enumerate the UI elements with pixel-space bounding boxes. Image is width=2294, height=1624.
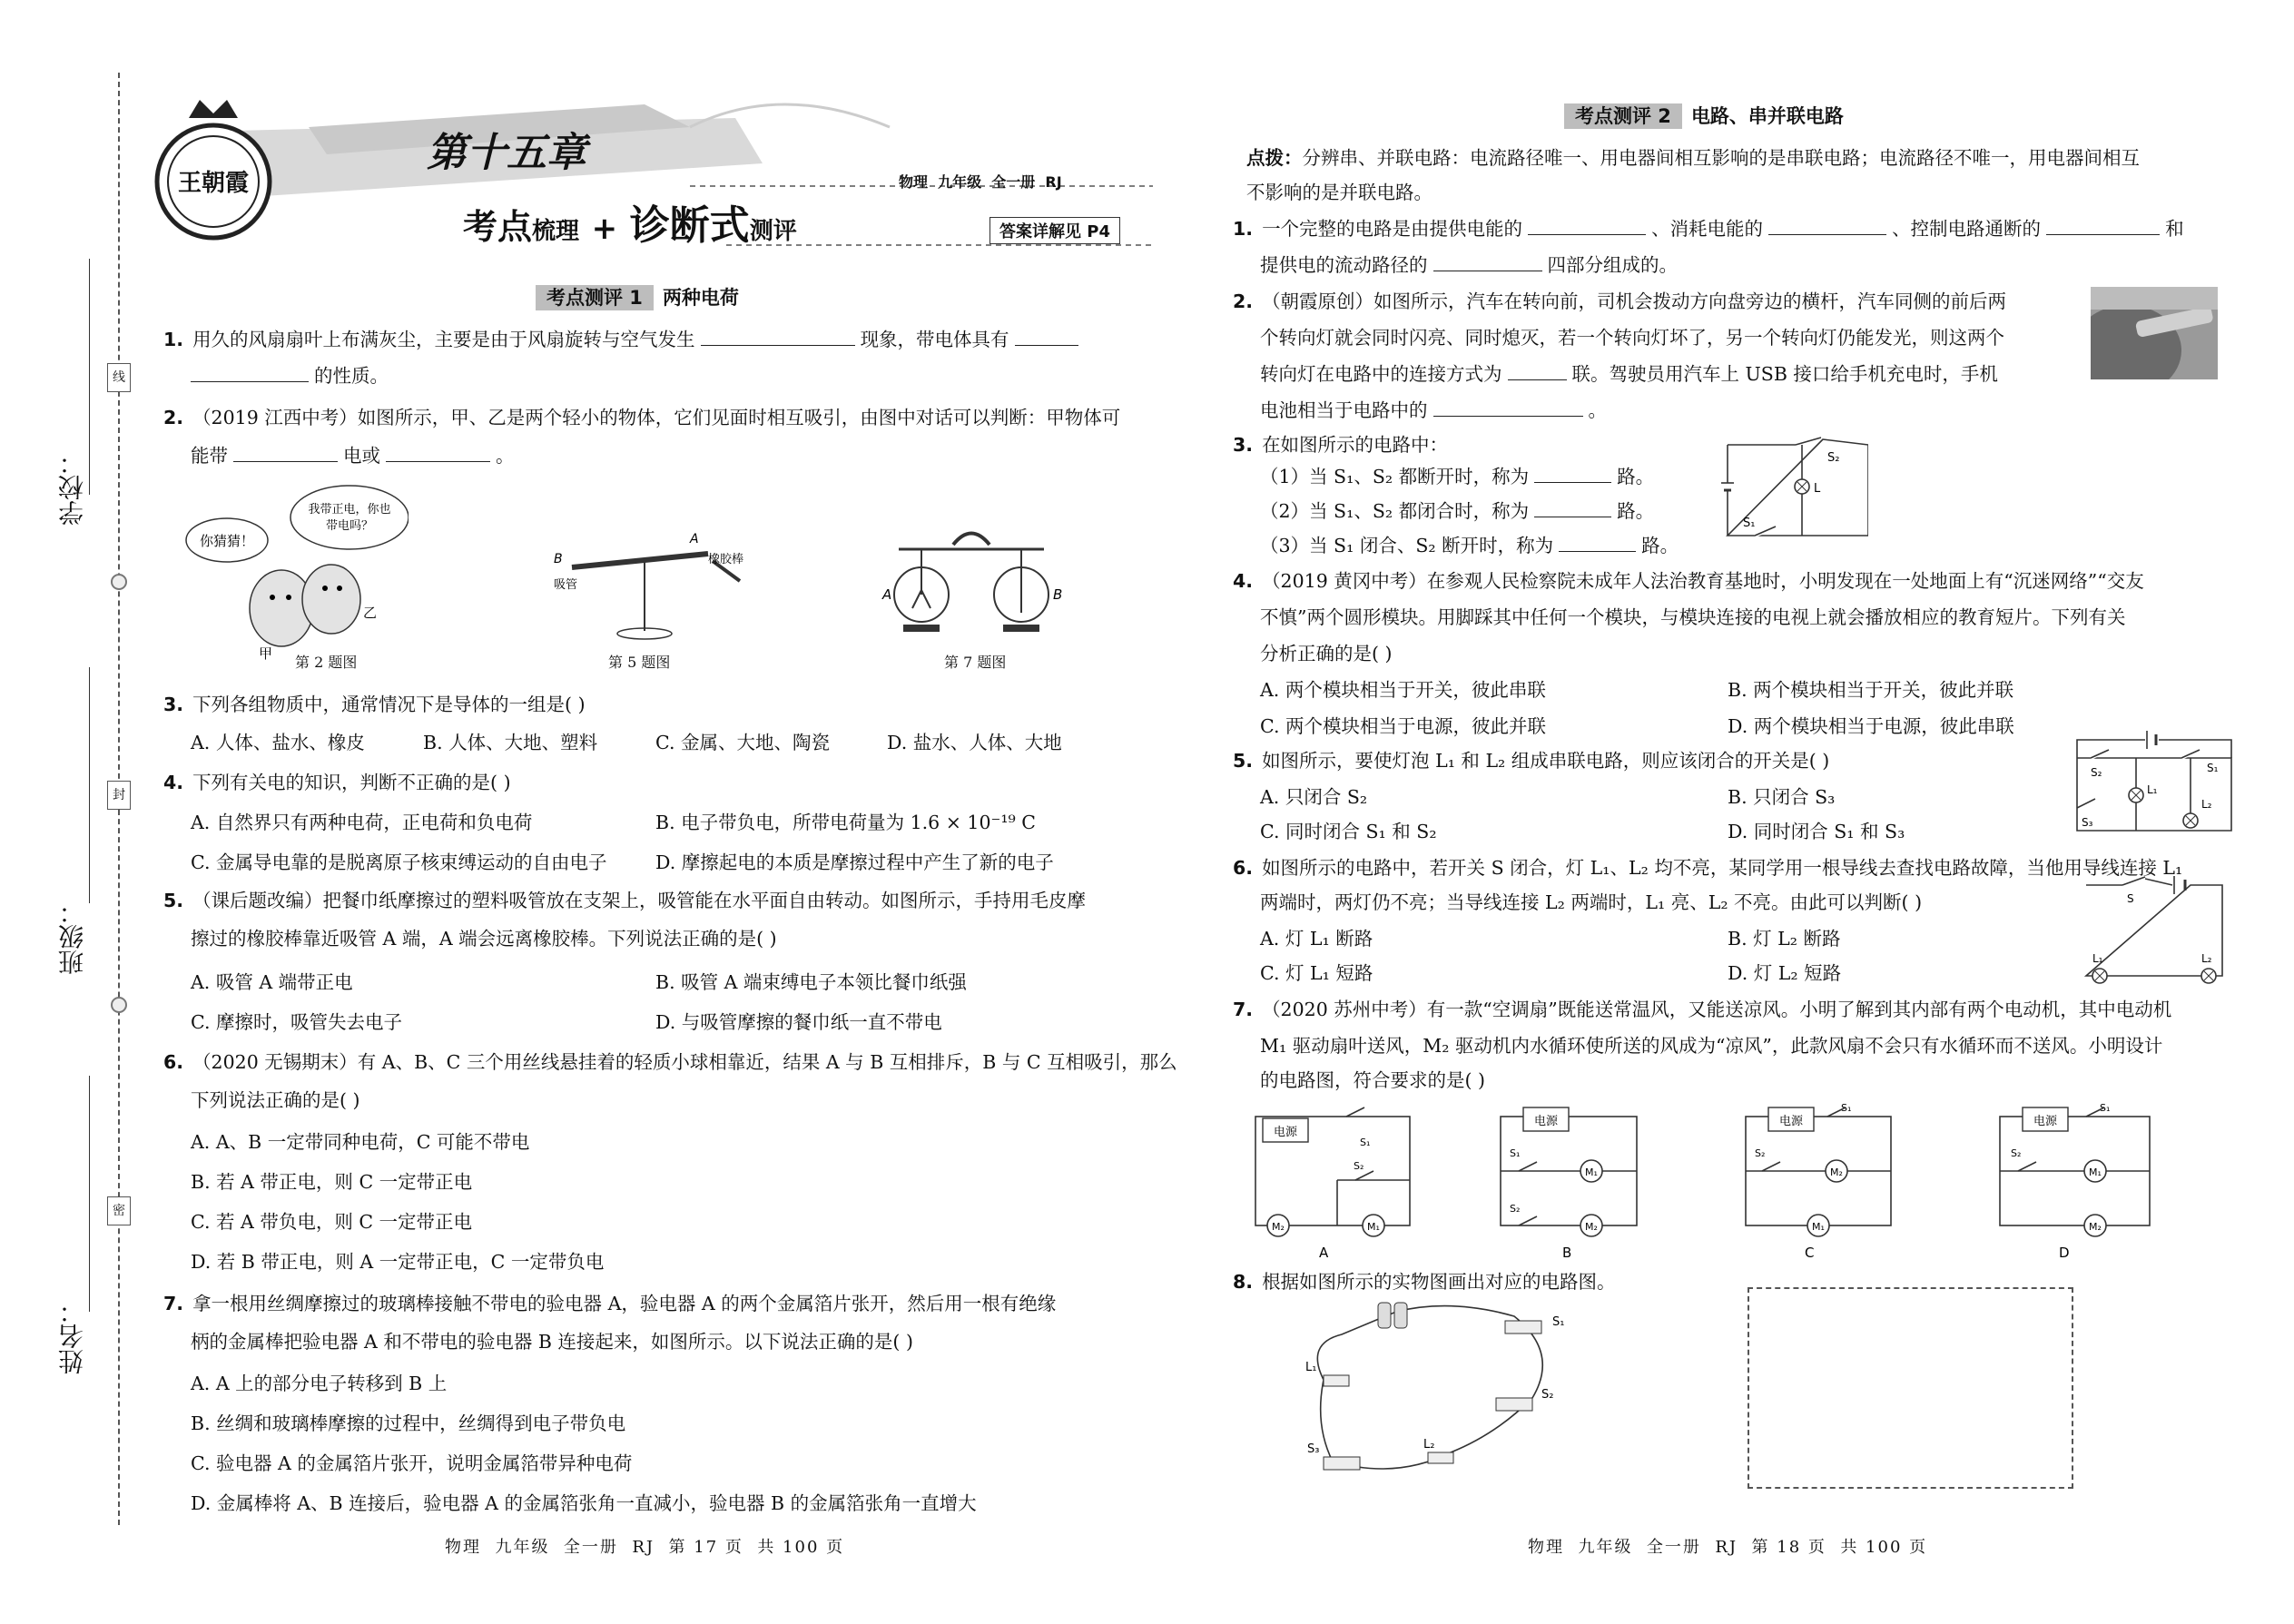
- r-question-6: 6. 如图所示的电路中，若开关 S 闭合，灯 L₁、L₂ 均不亮，某同学用一根导线去查找电路故障，当他用导线连接 L₁: [1233, 857, 2183, 879]
- r-q5-option-a[interactable]: A. 只闭合 S₂: [1260, 786, 1368, 808]
- svg-text:L₁: L₁: [2092, 952, 2103, 965]
- svg-text:M₂: M₂: [1585, 1221, 1598, 1233]
- r-q6-option-d[interactable]: D. 灯 L₂ 短路: [1728, 962, 1842, 984]
- q6-option-d[interactable]: D. 若 B 带正电，则 A 一定带正电，C 一定带负电: [191, 1251, 605, 1273]
- class-field-line[interactable]: [89, 667, 90, 903]
- svg-text:A: A: [690, 532, 699, 546]
- svg-text:橡胶棒: 橡胶棒: [708, 553, 744, 566]
- figure-q2-cartoon: [182, 481, 409, 663]
- svg-text:S₂: S₂: [1827, 451, 1840, 465]
- bulb-icon: [1428, 1452, 1453, 1463]
- q5-option-b[interactable]: B. 吸管 A 端束缚电子本领比餐巾纸强: [655, 971, 967, 993]
- name-label: 姓名：: [57, 1298, 87, 1374]
- q5-option-d[interactable]: D. 与吸管摩擦的餐巾纸一直不带电: [655, 1011, 942, 1033]
- circuit-option-c: [1746, 1102, 1891, 1261]
- r-q3-sub-1: （1）当 S₁、S₂ 都断开时，称为 路。: [1260, 458, 1654, 495]
- svg-text:B: B: [554, 552, 563, 566]
- answer-blank[interactable]: [386, 441, 490, 462]
- question-1: 1. 用久的风扇扇叶上布满灰尘，主要是由于风扇旋转与空气发生 现象，带电体具有: [163, 321, 1084, 358]
- r-q6-option-c[interactable]: C. 灯 L₁ 短路: [1260, 962, 1373, 984]
- heading-part-a: 考点: [463, 207, 533, 247]
- page-footer-left: 物理 九年级 全一册 RJ 第 17 页 共 100 页: [445, 1538, 845, 1557]
- section-tag: 考点测评 1: [536, 285, 654, 310]
- r-question-4-l3: 分析正确的是( ): [1260, 643, 1393, 664]
- svg-text:A: A: [882, 586, 892, 603]
- svg-text:S₂: S₂: [1755, 1147, 1766, 1159]
- question-6: 6. （2020 无锡期末）有 A、B、C 三个用丝线悬挂着的轻质小球相靠近，结果 A 与 B 互相排斥，B 与 C 互相吸引，那么: [163, 1051, 1177, 1073]
- battery-icon: [1378, 1303, 1391, 1328]
- r-q3-sub-2: （2）当 S₁、S₂ 都闭合时，称为 路。: [1260, 493, 1654, 529]
- school-label: 学校：: [57, 449, 87, 526]
- car-turn-signal-photo: [2091, 287, 2218, 379]
- straw-shape: [572, 554, 708, 567]
- question-6-cont: 下列说法正确的是( ): [191, 1089, 360, 1111]
- figure-q7-electroscope: [881, 517, 1062, 649]
- q6-option-b[interactable]: B. 若 A 带正电，则 C 一定带正电: [191, 1171, 473, 1193]
- svg-text:带电吗？: 带电吗？: [325, 519, 374, 533]
- r-q5-option-b[interactable]: B. 只闭合 S₃: [1728, 786, 1836, 808]
- potato-yi-icon: [302, 565, 360, 634]
- question-3: 3. 下列各组物质中，通常情况下是导体的一组是( ): [163, 694, 586, 715]
- q3-option-a[interactable]: A. 人体、盐水、橡皮: [191, 732, 365, 753]
- caption-fig2: 第 2 题图: [295, 654, 358, 671]
- figure-q5-straw: [545, 527, 753, 645]
- svg-text:L₁: L₁: [1305, 1361, 1317, 1374]
- section-title-1: [536, 283, 739, 310]
- binding-hole-icon: [111, 997, 127, 1013]
- svg-text:M₁: M₁: [1367, 1221, 1380, 1233]
- r-question-2-l2: 个转向灯就会同时闪亮、同时熄灭，若一个转向灯坏了，另一个转向灯仍能发光，则这两个: [1260, 327, 2004, 349]
- r-q4-option-c[interactable]: C. 两个模块相当于电源，彼此并联: [1260, 715, 1546, 737]
- answer-blank[interactable]: [1528, 214, 1646, 235]
- binding-tab-line: 线: [107, 363, 131, 392]
- svg-text:M₁: M₁: [2089, 1166, 2102, 1178]
- question-2: 2. （2019 江西中考）如图所示，甲、乙是两个轻小的物体，它们见面时相互吸引，由图中对话可以判断：甲物体可: [163, 407, 1121, 428]
- r-question-2: 2. （朝霞原创）如图所示，汽车在转向前，司机会拨动方向盘旁边的横杆，汽车同侧的前后两: [1233, 290, 2007, 312]
- svg-text:S₁: S₁: [2100, 1102, 2111, 1114]
- r-question-8: 8. 根据如图所示的实物图画出对应的电路图。: [1233, 1271, 1616, 1293]
- book-meta: 物理 九年级 全一册 RJ: [899, 173, 1062, 191]
- q3-option-b[interactable]: B. 人体、大地、塑料: [423, 732, 598, 753]
- binding-tab-seal: 封: [107, 781, 131, 810]
- svg-text:A: A: [1319, 1245, 1329, 1261]
- svg-text:电源: 电源: [2033, 1115, 2058, 1128]
- answer-blank[interactable]: [1534, 497, 1611, 517]
- answer-blank[interactable]: [2046, 214, 2160, 235]
- chapter-title: 第十五章: [427, 130, 586, 176]
- answer-blank[interactable]: [1433, 396, 1583, 417]
- heading-part-b: 梳理: [532, 218, 580, 245]
- q7-option-d[interactable]: D. 金属棒将 A、B 连接后，验电器 A 的金属箔张角一直减小，验电器 B 的金属箔张角一直增大: [191, 1492, 977, 1514]
- circuit-q6: [2072, 871, 2236, 985]
- caption-fig5: 第 5 题图: [608, 654, 671, 671]
- svg-text:S₂: S₂: [2011, 1147, 2022, 1159]
- section-name: 电路、串并联电路: [1690, 105, 1844, 127]
- svg-text:M₁: M₁: [1585, 1166, 1598, 1178]
- question-2-cont: 能带 电或 。: [191, 438, 515, 474]
- r-question-7-l3: 的电路图，符合要求的是( ): [1260, 1069, 1486, 1091]
- q3-option-c[interactable]: C. 金属、大地、陶瓷: [655, 732, 830, 753]
- svg-text:L: L: [1814, 482, 1821, 496]
- svg-text:B: B: [1562, 1245, 1572, 1261]
- question-5: 5. （课后题改编）把餐巾纸摩擦过的塑料吸管放在支架上，吸管能在水平面自由转动。如图所示，手持用毛皮摩: [163, 890, 1087, 911]
- class-label: 班级：: [57, 899, 87, 975]
- question-4: 4. 下列有关电的知识，判断不正确的是( ): [163, 772, 511, 793]
- svg-text:乙: 乙: [363, 605, 378, 621]
- r-question-7: 7. （2020 苏州中考）有一款“空调扇”既能送常温风，又能送凉风。小明了解到其内部有两个电动机，其中电动机: [1233, 999, 2172, 1020]
- switch-icon: [1505, 1321, 1541, 1334]
- drawing-answer-box[interactable]: [1748, 1287, 2073, 1489]
- heading-plus: +: [591, 211, 618, 247]
- binding-tab-secret: 密: [107, 1196, 131, 1225]
- r-question-4: 4. （2019 黄冈中考）在参观人民检察院未成年人法治教育基地时，小明发现在一处地面上有“沉迷网络”“交友: [1233, 570, 2144, 592]
- page-footer-right: 物理 九年级 全一册 RJ 第 18 页 共 100 页: [1528, 1538, 1928, 1557]
- svg-text:你猜猜！: 你猜猜！: [199, 533, 255, 549]
- svg-text:S₂: S₂: [1541, 1388, 1554, 1402]
- r-question-1: 1. 一个完整的电路是由提供电能的 、消耗电能的 、控制电路通断的 和: [1233, 211, 2184, 247]
- right-page: [1147, 0, 2294, 1624]
- r-q4-option-a[interactable]: A. 两个模块相当于开关，彼此串联: [1260, 679, 1546, 701]
- circuit-option-a: [1255, 1107, 1410, 1261]
- q7-option-c[interactable]: C. 验电器 A 的金属箔片张开，说明金属箔带异种电荷: [191, 1452, 633, 1474]
- svg-text:L₂: L₂: [2201, 952, 2212, 965]
- svg-text:S₂: S₂: [1510, 1203, 1521, 1215]
- switch-icon: [1324, 1457, 1360, 1470]
- r-question-3: 3. 在如图所示的电路中：: [1233, 434, 1449, 456]
- answer-blank[interactable]: [1015, 325, 1078, 346]
- svg-text:S₂: S₂: [2091, 766, 2102, 779]
- heading-part-d: 测评: [749, 218, 797, 245]
- name-field-line[interactable]: [89, 1076, 90, 1312]
- bubble2-text: 我带正电，你也: [308, 503, 391, 517]
- speech-bubble-2: [290, 486, 409, 549]
- circuit-option-d: [2000, 1102, 2150, 1261]
- svg-text:S₃: S₃: [2082, 816, 2093, 829]
- battery-icon: [1394, 1303, 1407, 1328]
- q6-option-c[interactable]: C. 若 A 带负电，则 C 一定带正电: [191, 1211, 473, 1233]
- svg-text:L₂: L₂: [1423, 1438, 1435, 1452]
- r-q6-option-a[interactable]: A. 灯 L₁ 断路: [1260, 928, 1373, 950]
- question-7-cont: 柄的金属棒把验电器 A 和不带电的验电器 B 连接起来，如图所示。以下说法正确的是( ): [191, 1331, 913, 1353]
- r-q5-option-c[interactable]: C. 同时闭合 S₁ 和 S₂: [1260, 821, 1437, 842]
- svg-text:S₁: S₁: [2207, 762, 2219, 774]
- svg-text:C: C: [1805, 1245, 1815, 1261]
- svg-text:S₁: S₁: [1841, 1102, 1852, 1114]
- school-field-line[interactable]: [89, 259, 90, 495]
- r-question-7-l2: M₁ 驱动扇叶送风，M₂ 驱动机内水循环使所送的风成为“凉风”，此款风扇不会只有水循环而不送风。小明设计: [1260, 1035, 2163, 1057]
- tip-line-1: 点拨：分辨串、并联电路：电流路径唯一、用电器间相互影响的是串联电路；电流路径不唯一，用电器间相互: [1246, 147, 2140, 169]
- answer-blank[interactable]: [1508, 359, 1567, 380]
- section-heading: [463, 192, 797, 251]
- r-question-1-cont: 提供电的流动路径的 四部分组成的。: [1260, 247, 1678, 283]
- q4-option-c[interactable]: C. 金属导电靠的是脱离原子核束缚运动的自由电子: [191, 851, 607, 873]
- question-7: 7. 拿一根用丝绸摩擦过的玻璃棒接触不带电的验电器 A，验电器 A 的两个金属箔片张开，然后用一根有绝缘: [163, 1293, 1057, 1314]
- svg-text:甲: 甲: [259, 645, 273, 662]
- q5-option-a[interactable]: A. 吸管 A 端带正电: [191, 971, 353, 993]
- svg-text:电源: 电源: [1273, 1126, 1298, 1139]
- svg-text:S₂: S₂: [1354, 1160, 1364, 1172]
- svg-text:L₂: L₂: [2201, 798, 2212, 811]
- r-q4-option-b[interactable]: B. 两个模块相当于开关，彼此并联: [1728, 679, 2014, 701]
- answer-blank[interactable]: [1559, 531, 1636, 552]
- answer-blank[interactable]: [1768, 214, 1886, 235]
- r-question-2-l4: 电池相当于电路中的 。: [1260, 392, 1607, 428]
- heading-part-c: 诊断式: [629, 202, 750, 249]
- answer-blank[interactable]: [191, 361, 309, 382]
- r-question-2-l3: 转向灯在电路中的连接方式为 联。驾驶员用汽车上 USB 接口给手机充电时，手机: [1260, 356, 1998, 392]
- question-1-cont: 的性质。: [191, 358, 389, 394]
- q3-option-d[interactable]: D. 盐水、人体、大地: [887, 732, 1062, 753]
- svg-text:M₂: M₂: [1830, 1166, 1843, 1178]
- r-q3-sub-3: （3）当 S₁ 闭合、S₂ 断开时，称为 路。: [1260, 527, 1679, 564]
- section-title-2: [1564, 102, 1844, 129]
- r-q5-option-d[interactable]: D. 同时闭合 S₁ 和 S₃: [1728, 821, 1905, 842]
- r-q6-option-b[interactable]: B. 灯 L₂ 断路: [1728, 928, 1841, 950]
- svg-text:D: D: [2059, 1245, 2070, 1261]
- answer-blank[interactable]: [1433, 251, 1542, 271]
- svg-text:S₁: S₁: [1510, 1147, 1521, 1159]
- svg-text:S: S: [2127, 892, 2134, 905]
- q6-option-a[interactable]: A. A、B 一定带同种电荷，C 可能不带电: [191, 1131, 530, 1153]
- bulb-icon: [1324, 1375, 1349, 1386]
- r-question-6-l2: 两端时，两灯仍不亮；当导线连接 L₂ 两端时，L₁ 亮、L₂ 不亮。由此可以判断( ): [1260, 891, 1923, 913]
- svg-text:M₁: M₁: [1812, 1221, 1825, 1233]
- q7-option-b[interactable]: B. 丝绸和玻璃棒摩擦的过程中，丝绸得到电子带负电: [191, 1412, 626, 1434]
- caption-fig7: 第 7 题图: [944, 654, 1007, 671]
- svg-text:王朝霞: 王朝霞: [177, 170, 250, 197]
- answer-reference: 答案详解见 P4: [989, 217, 1120, 244]
- section-tag: 考点测评 2: [1564, 103, 1682, 129]
- q5-option-c[interactable]: C. 摩擦时，吸管失去电子: [191, 1011, 402, 1033]
- answer-blank[interactable]: [701, 325, 855, 346]
- physical-circuit-figure: [1287, 1298, 1578, 1498]
- svg-text:B: B: [1053, 586, 1062, 603]
- section-name: 两种电荷: [662, 287, 739, 309]
- answer-blank[interactable]: [233, 441, 338, 462]
- svg-text:电源: 电源: [1533, 1115, 1559, 1128]
- binding-hole-icon: [111, 574, 127, 590]
- q7-circuit-options: [1237, 1098, 2254, 1262]
- svg-text:吸管: 吸管: [554, 578, 578, 592]
- circuit-q5: [2072, 726, 2236, 835]
- svg-text:S₃: S₃: [1307, 1442, 1320, 1456]
- svg-text:S₁: S₁: [1360, 1137, 1371, 1148]
- q7-option-a[interactable]: A. A 上的部分电子转移到 B 上: [191, 1373, 448, 1394]
- svg-text:M₂: M₂: [1272, 1221, 1285, 1233]
- answer-blank[interactable]: [1534, 462, 1611, 483]
- circuit-option-b: [1501, 1107, 1637, 1261]
- svg-text:S₁: S₁: [1552, 1315, 1565, 1329]
- r-q4-option-d[interactable]: D. 两个模块相当于电源，彼此串联: [1728, 715, 2014, 737]
- r-question-5: 5. 如图所示，要使灯泡 L₁ 和 L₂ 组成串联电路，则应该闭合的开关是( ): [1233, 750, 1830, 772]
- q4-option-b[interactable]: B. 电子带负电，所带电荷量为 1.6 × 10⁻¹⁹ C: [655, 812, 1036, 833]
- svg-text:M₂: M₂: [2089, 1221, 2102, 1233]
- tip-line-2: 不影响的是并联电路。: [1246, 182, 1433, 203]
- svg-text:L₁: L₁: [2147, 783, 2158, 796]
- switch-icon: [1496, 1398, 1532, 1411]
- q4-option-d[interactable]: D. 摩擦起电的本质是摩擦过程中产生了新的电子: [655, 851, 1054, 873]
- r-question-4-l2: 不慎”两个圆形模块。用脚踩其中任何一个模块，与模块连接的电视上就会播放相应的教育短片。下列有关: [1260, 606, 2126, 628]
- q4-option-a[interactable]: A. 自然界只有两种电荷，正电荷和负电荷: [191, 812, 533, 833]
- question-5-cont: 擦过的橡胶棒靠近吸管 A 端，A 端会远离橡胶棒。下列说法正确的是( ): [191, 928, 777, 950]
- circuit-q3: [1714, 436, 1868, 545]
- svg-text:S₁: S₁: [1743, 517, 1756, 530]
- svg-text:电源: 电源: [1778, 1115, 1804, 1128]
